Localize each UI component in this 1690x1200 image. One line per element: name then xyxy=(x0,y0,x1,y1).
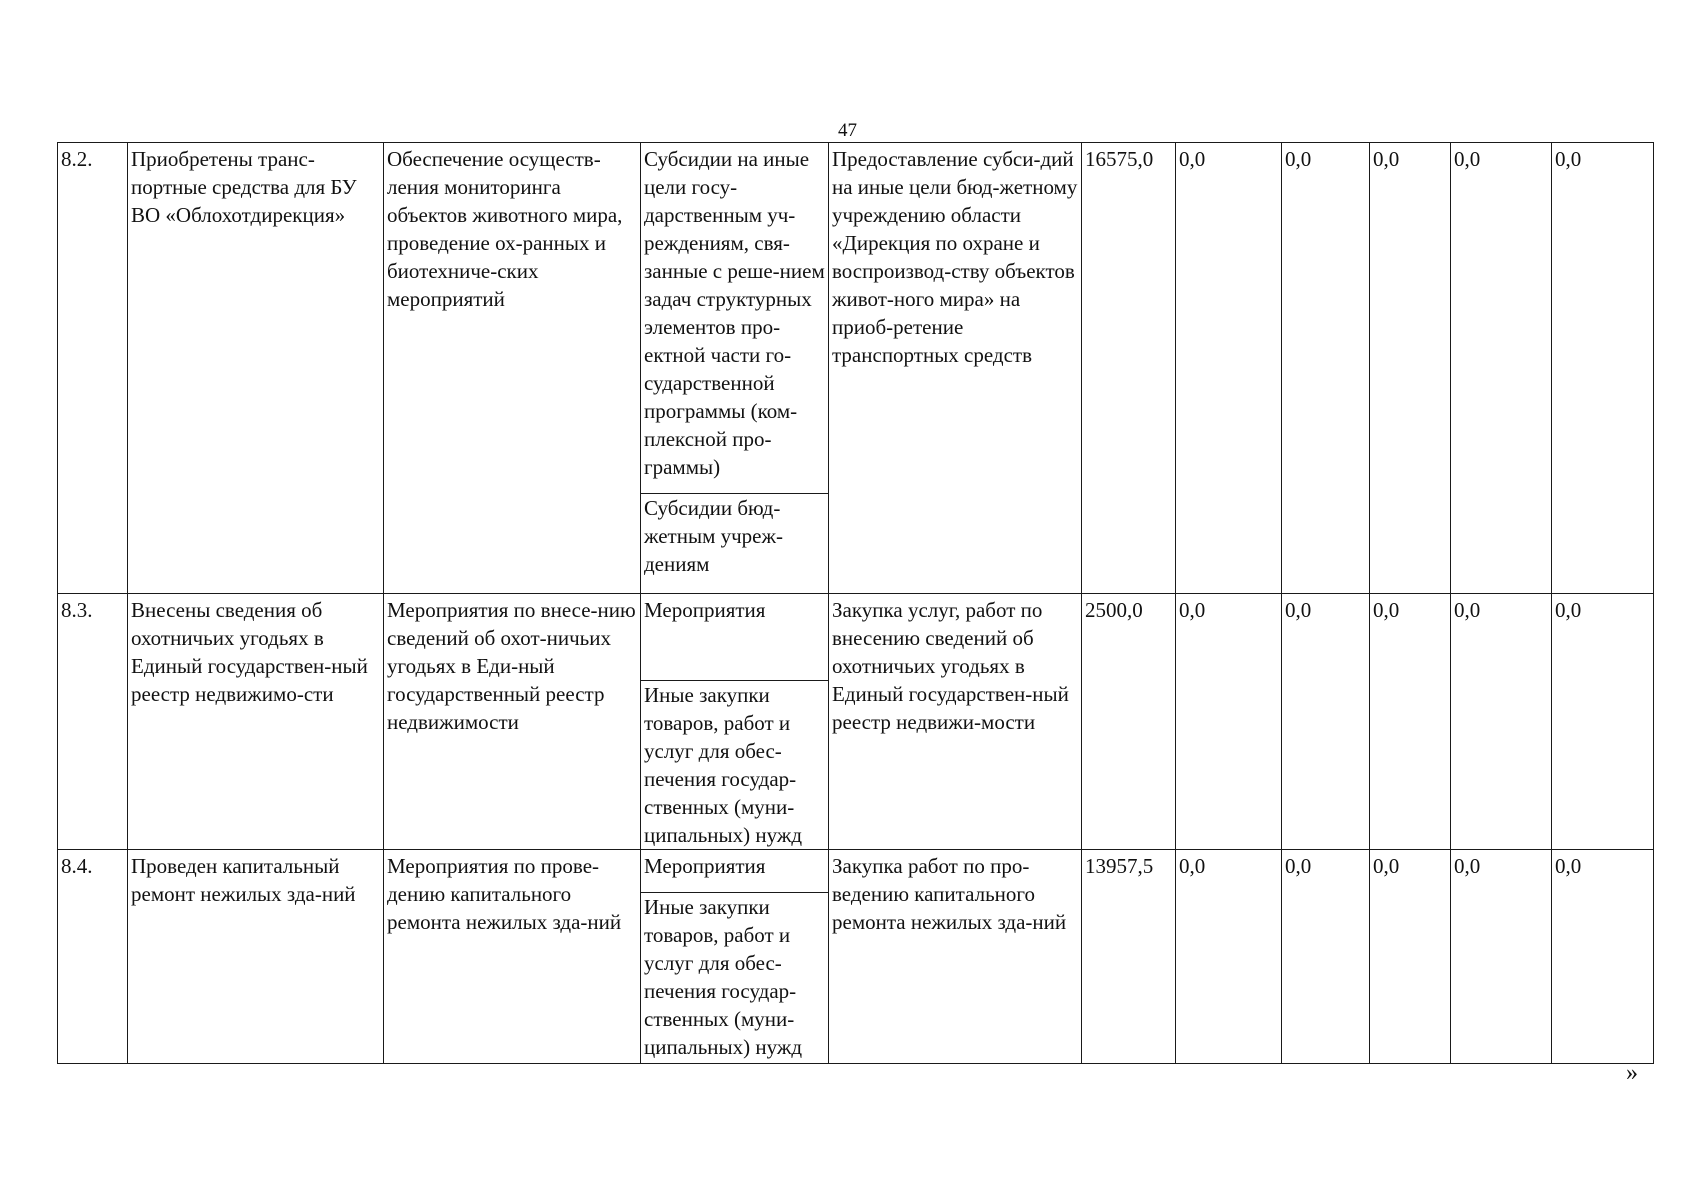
expense-type: Иные закупки товаров, работ и услуг для обес-печения государ-ственных (муни-ципальных) нужд xyxy=(641,892,828,1061)
amount-cell: 0,0 xyxy=(1282,594,1370,850)
amount-cell: 0,0 xyxy=(1552,850,1654,1064)
expense-type: Мероприятия xyxy=(644,854,766,878)
expense-type: Иные закупки товаров, работ и услуг для обес-печения государ-ственных (муни-ципальных) нужд xyxy=(641,680,828,849)
amount-cell: 13957,5 xyxy=(1082,850,1176,1064)
amount-cell: 0,0 xyxy=(1552,594,1654,850)
expense-type: Субсидии бюд-жетным учреж-дениям xyxy=(641,493,828,578)
row-number: 8.2. xyxy=(58,143,128,594)
description-cell: Закупка работ по про-ведению капитального ремонта нежилых зда-ний xyxy=(829,850,1082,1064)
amount-cell: 0,0 xyxy=(1451,594,1552,850)
row-number: 8.3. xyxy=(58,594,128,850)
description-cell: Предоставление субси-дий на иные цели бюд-жетному учреждению области «Дирекция по охране и воспроизвод-ству объектов живот-ного мира» на приоб-ретение транспортных средств xyxy=(829,143,1082,594)
amount-cell: 0,0 xyxy=(1451,850,1552,1064)
amount-cell: 0,0 xyxy=(1176,850,1282,1064)
amount-cell: 0,0 xyxy=(1282,143,1370,594)
amount-cell: 0,0 xyxy=(1176,143,1282,594)
result-cell: Приобретены транс-портные средства для БУ ВО «Облохотдирекция» xyxy=(128,143,384,594)
page-number: 47 xyxy=(838,120,857,141)
amount-cell: 0,0 xyxy=(1370,594,1451,850)
amount-cell: 0,0 xyxy=(1370,143,1451,594)
result-cell: Внесены сведения об охотничьих угодьях в Единый государствен-ный реестр недвижимо-сти xyxy=(128,594,384,850)
row-number: 8.4. xyxy=(58,850,128,1064)
amount-cell: 0,0 xyxy=(1282,850,1370,1064)
activity-cell: Мероприятия по внесе-нию сведений об охот-ничьих угодьях в Еди-ный государственный реестр недвижимости xyxy=(384,594,641,850)
amount-cell: 2500,0 xyxy=(1082,594,1176,850)
activity-cell: Обеспечение осуществ-ления мониторинга объектов животного мира, проведение ох-ранных и биотехниче-ских мероприятий xyxy=(384,143,641,594)
amount-cell: 0,0 xyxy=(1370,850,1451,1064)
closing-quote-mark: » xyxy=(1626,1060,1638,1086)
expense-type-cell xyxy=(641,850,829,1064)
table-row xyxy=(58,143,1654,594)
expense-type-cell xyxy=(641,594,829,850)
amount-cell: 16575,0 xyxy=(1082,143,1176,594)
expense-type: Субсидии на иные цели госу-дарственным уч-реждениям, свя-занные с реше-нием задач структурных элементов про-ектной части го-сударственной программы (ком-плексной про-граммы) xyxy=(644,147,825,479)
amount-cell: 0,0 xyxy=(1176,594,1282,850)
description-cell: Закупка услуг, работ по внесению сведений об охотничьих угодьях в Единый государствен-ный реестр недвижи-мости xyxy=(829,594,1082,850)
expense-type-cell xyxy=(641,143,829,594)
result-cell: Проведен капитальный ремонт нежилых зда-ний xyxy=(128,850,384,1064)
activity-cell: Мероприятия по прове-дению капитального ремонта нежилых зда-ний xyxy=(384,850,641,1064)
amount-cell: 0,0 xyxy=(1451,143,1552,594)
table-row xyxy=(58,850,1654,1064)
amount-cell: 0,0 xyxy=(1552,143,1654,594)
budget-table xyxy=(57,142,1654,1064)
expense-type: Мероприятия xyxy=(644,598,766,622)
table-row xyxy=(58,594,1654,850)
